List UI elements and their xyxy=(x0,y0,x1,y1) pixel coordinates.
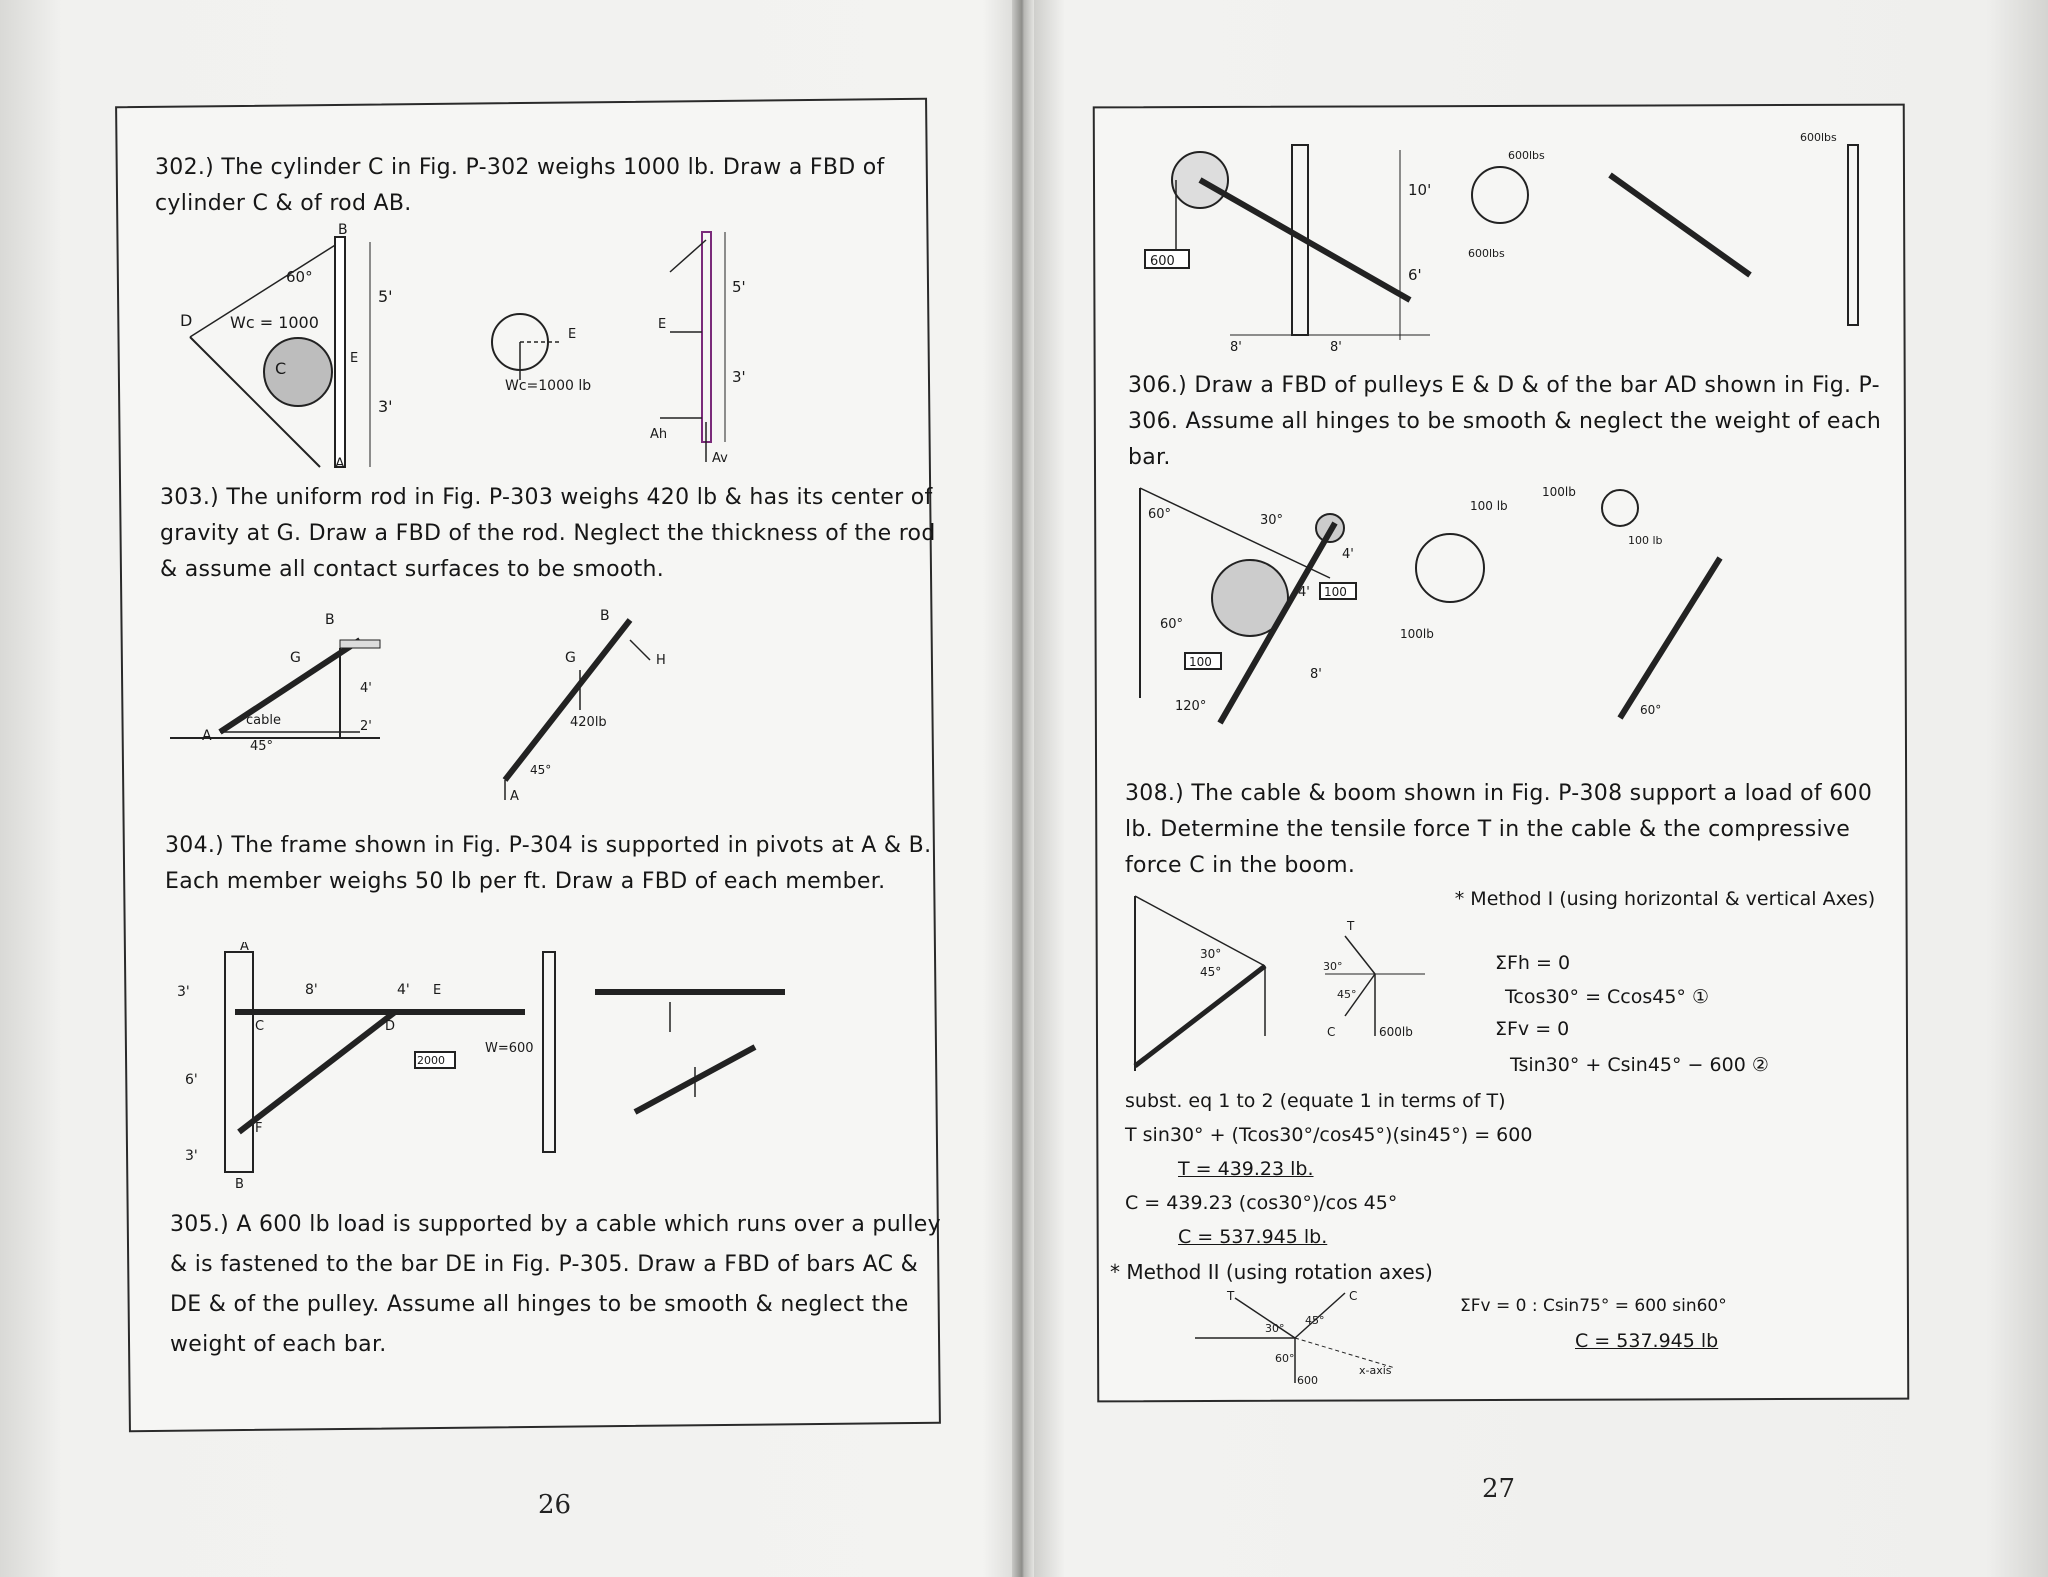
fig306-100lb-b: 100lb xyxy=(1400,627,1434,641)
fig304-8ft: 8' xyxy=(305,982,318,998)
fig308-c: C xyxy=(1327,1025,1336,1039)
result-c-rotated: C = 537.945 lb xyxy=(1575,1330,1719,1352)
fig305-600-top: 600lbs xyxy=(1508,149,1545,162)
fig302-5ft-fbd: 5' xyxy=(732,278,746,296)
fig304-load: 2000 xyxy=(417,1054,445,1067)
fig302-5ft: 5' xyxy=(378,287,393,306)
problem-308-text: 308.) The cable & boom shown in Fig. P-308 support a load of 600 lb. Determine the tensile force T in the cable & the compressive force C in the boom. xyxy=(1125,781,1873,878)
fig308-45: 45° xyxy=(1200,965,1222,979)
fig306-30: 30° xyxy=(1260,513,1284,528)
fig303-g-fbd: G xyxy=(565,650,576,666)
fig304-3ft-bot: 3' xyxy=(185,1148,198,1164)
fig303-cable: cable xyxy=(246,713,281,728)
fig308-t: T xyxy=(1347,919,1355,933)
eq-combined: T sin30° + (Tcos30°/cos45°)(sin45°) = 600 xyxy=(1125,1124,1533,1146)
fig303-2ft: 2' xyxy=(360,719,372,734)
fig302-b: B xyxy=(338,222,348,238)
fig308r-45: 45° xyxy=(1305,1314,1325,1327)
eq-tcos: Tcos30° = Ccos45° ① xyxy=(1505,986,1710,1008)
fig306-100lb-d: 100 lb xyxy=(1628,534,1663,547)
problem-303-text: 303.) The uniform rod in Fig. P-303 weighs 420 lb & has its center of gravity at G. Draw a FBD of the rod. Neglect the thickness of the rod & assume all contact surfaces to be smooth. xyxy=(160,485,936,582)
fig303-angle: 45° xyxy=(250,739,274,754)
fig308r-xaxis: x-axis xyxy=(1359,1364,1392,1377)
fig306-100lb-a: 100 lb xyxy=(1470,499,1508,513)
fig304-3ft-top: 3' xyxy=(177,984,190,1000)
page-number-27: 27 xyxy=(1482,1474,1516,1504)
eq-tsin: Tsin30° + Csin45° − 600 ② xyxy=(1510,1054,1769,1076)
fig303-h: H xyxy=(656,653,666,668)
result-t: T = 439.23 lb. xyxy=(1178,1158,1314,1180)
fig306-load-a: 100 xyxy=(1324,585,1347,599)
fig302-3ft-fbd: 3' xyxy=(732,368,746,386)
problem-304-text: 304.) The frame shown in Fig. P-304 is supported in pivots at A & B. Each member weighs 50 lb per ft. Draw a FBD of each member. xyxy=(165,833,932,894)
figure-p304 xyxy=(165,942,805,1192)
fig306-load-b: 100 xyxy=(1189,655,1212,669)
fig305-8ft-b: 8' xyxy=(1330,340,1342,355)
method2-heading: * Method II (using rotation axes) xyxy=(1110,1260,1433,1284)
fig306-60-bar: 60° xyxy=(1640,703,1662,717)
fig303-b: B xyxy=(325,612,335,628)
fig304-w: W=600 xyxy=(485,1041,534,1056)
fig308-30-fbd: 30° xyxy=(1323,960,1343,973)
fig308r-c: C xyxy=(1349,1289,1358,1303)
figure-p308 xyxy=(1125,886,1435,1076)
fig302-c: C xyxy=(275,359,287,378)
fig302-e-fbd: E xyxy=(568,327,577,342)
fig306-100lb-c: 100lb xyxy=(1542,485,1576,499)
figure-p306 xyxy=(1130,478,1890,758)
eq-rotated: ΣFv = 0 : Csin75° = 600 sin60° xyxy=(1460,1296,1727,1316)
page-number-26: 26 xyxy=(538,1490,572,1520)
fig308-load: 600lb xyxy=(1379,1025,1413,1039)
fig306-60-mid: 60° xyxy=(1160,617,1184,632)
fig304-e: E xyxy=(433,983,442,998)
fig302-e-rod: E xyxy=(658,317,667,332)
eq-c: C = 439.23 (cos30°)/cos 45° xyxy=(1125,1192,1398,1214)
fig303-a-fbd: A xyxy=(510,789,519,800)
figure-p302 xyxy=(150,222,910,472)
fig302-av: Av xyxy=(712,451,728,466)
fig308-45-fbd: 45° xyxy=(1337,988,1357,1001)
fig306-4ft-a: 4' xyxy=(1342,547,1354,562)
fig302-angle: 60° xyxy=(286,268,313,286)
problem-305-text: 305.) A 600 lb load is supported by a cable which runs over a pulley & is fastened to the bar DE in Fig. P-305. Draw a FBD of bars AC & DE & of the pulley. Assume all hinges to be smooth & neglect the weight of each bar. xyxy=(170,1212,941,1357)
fig302-wc: Wc = 1000 xyxy=(230,313,319,332)
fig306-4ft-b: 4' xyxy=(1298,585,1310,600)
eq-sum-fv: ΣFv = 0 xyxy=(1495,1018,1570,1040)
result-c: C = 537.945 lb. xyxy=(1178,1226,1328,1248)
figure-p305 xyxy=(1130,125,1890,355)
fig303-load: 420lb xyxy=(570,715,607,730)
fig302-ah: Ah xyxy=(650,427,668,442)
fig308r-t: T xyxy=(1227,1289,1235,1303)
fig308-30: 30° xyxy=(1200,947,1222,961)
fig304-d: D xyxy=(385,1019,396,1034)
fig308r-30: 30° xyxy=(1265,1322,1285,1335)
problem-306-text: 306.) Draw a FBD of pulleys E & D & of the bar AD shown in Fig. P-306. Assume all hinges to be smooth & neglect the weight of each bar. xyxy=(1128,373,1882,470)
book-gutter xyxy=(1012,0,1034,1577)
eq-sum-fh: ΣFh = 0 xyxy=(1495,952,1571,974)
problem-302-text: 302.) The cylinder C in Fig. P-302 weighs 1000 lb. Draw a FBD of cylinder C & of rod AB. xyxy=(155,155,885,216)
fig303-a: A xyxy=(202,728,212,744)
subst-note: subst. eq 1 to 2 (equate 1 in terms of T) xyxy=(1125,1090,1506,1112)
fig305-load: 600 xyxy=(1150,254,1175,269)
fig302-wc-fbd: Wc=1000 lb xyxy=(505,378,592,394)
fig305-6ft: 6' xyxy=(1408,266,1422,284)
fig305-8ft-a: 8' xyxy=(1230,340,1242,355)
figure-p308-rotated xyxy=(1175,1288,1415,1388)
fig305-10ft: 10' xyxy=(1408,181,1432,199)
fig302-a: A xyxy=(335,456,345,472)
fig306-8ft: 8' xyxy=(1310,667,1322,682)
fig305-600-bot: 600lbs xyxy=(1468,247,1505,260)
fig303-angle-fbd: 45° xyxy=(530,763,552,777)
fig303-b-fbd: B xyxy=(600,608,610,624)
fig305-600-bar: 600lbs xyxy=(1800,131,1837,144)
fig306-60-top: 60° xyxy=(1148,507,1172,522)
fig304-4ft: 4' xyxy=(397,982,410,998)
figure-p303 xyxy=(160,600,680,800)
fig306-120: 120° xyxy=(1175,699,1207,714)
fig303-g: G xyxy=(290,650,301,666)
fig303-4ft: 4' xyxy=(360,681,372,696)
fig302-3ft: 3' xyxy=(378,397,393,416)
fig304-f: F xyxy=(255,1121,263,1136)
fig304-c: C xyxy=(255,1019,265,1034)
fig304-6ft: 6' xyxy=(185,1072,198,1088)
fig302-e: E xyxy=(350,351,359,366)
method1-heading: * Method I (using horizontal & vertical Axes) xyxy=(1454,888,1876,910)
fig308r-60: 60° xyxy=(1275,1352,1295,1365)
fig308r-600: 600 xyxy=(1297,1374,1318,1387)
fig304-a: A xyxy=(240,942,249,954)
fig304-b: B xyxy=(235,1177,244,1192)
fig302-d: D xyxy=(180,311,193,330)
